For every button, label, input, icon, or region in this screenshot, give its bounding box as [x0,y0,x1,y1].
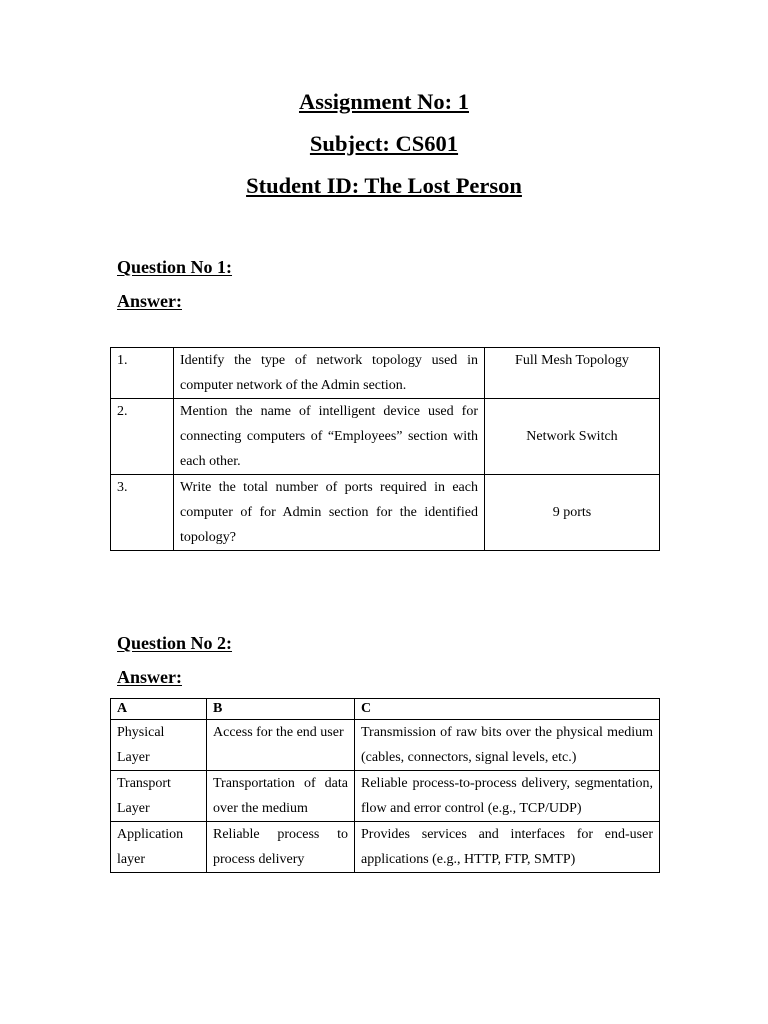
layer-description: Access for the end user [207,720,355,771]
row-question: Mention the name of intelligent device used for connecting computers of “Employees” section with each other. [174,399,485,475]
row-answer: Network Switch [485,399,660,475]
student-id-title: Student ID: The Lost Person [246,173,522,198]
layer-description: Transportation of data over the medium [207,771,355,822]
question-1-table [110,347,660,551]
table-row [111,720,660,771]
row-number: 3. [111,475,174,551]
layer-name: Application layer [111,822,207,873]
table-row [111,475,660,551]
question-1-heading: Question No 1: [117,257,233,277]
layer-function: Provides services and interfaces for end-user applications (e.g., HTTP, FTP, SMTP) [355,822,660,873]
question-1-answer-label: Answer: [117,291,182,311]
layer-function: Reliable process-to-process delivery, segmentation, flow and error control (e.g., TCP/UDP) [355,771,660,822]
table-row [111,399,660,475]
question-2-table [110,698,660,873]
row-number: 2. [111,399,174,475]
subject-title: Subject: CS601 [309,131,459,156]
row-question: Write the total number of ports required in each computer of for Admin section for the identified topology? [174,475,485,551]
column-header-a: A [111,699,207,720]
question-2-answer-label: Answer: [117,667,182,687]
assignment-title: Assignment No: 1 [298,89,469,114]
layer-description: Reliable process to process delivery [207,822,355,873]
row-question: Identify the type of network topology used in computer network of the Admin section. [174,348,485,399]
layer-function: Transmission of raw bits over the physical medium (cables, connectors, signal levels, etc.) [355,720,660,771]
row-answer: Full Mesh Topology [485,348,660,399]
question-2-heading: Question No 2: [117,633,233,653]
table-row [111,822,660,873]
column-header-b: B [207,699,355,720]
table-row [111,348,660,399]
layer-name: Physical Layer [111,720,207,771]
table-row [111,771,660,822]
row-answer: 9 ports [485,475,660,551]
layer-name: Transport Layer [111,771,207,822]
column-header-c: C [355,699,660,720]
row-number: 1. [111,348,174,399]
table-header-row [111,699,660,720]
